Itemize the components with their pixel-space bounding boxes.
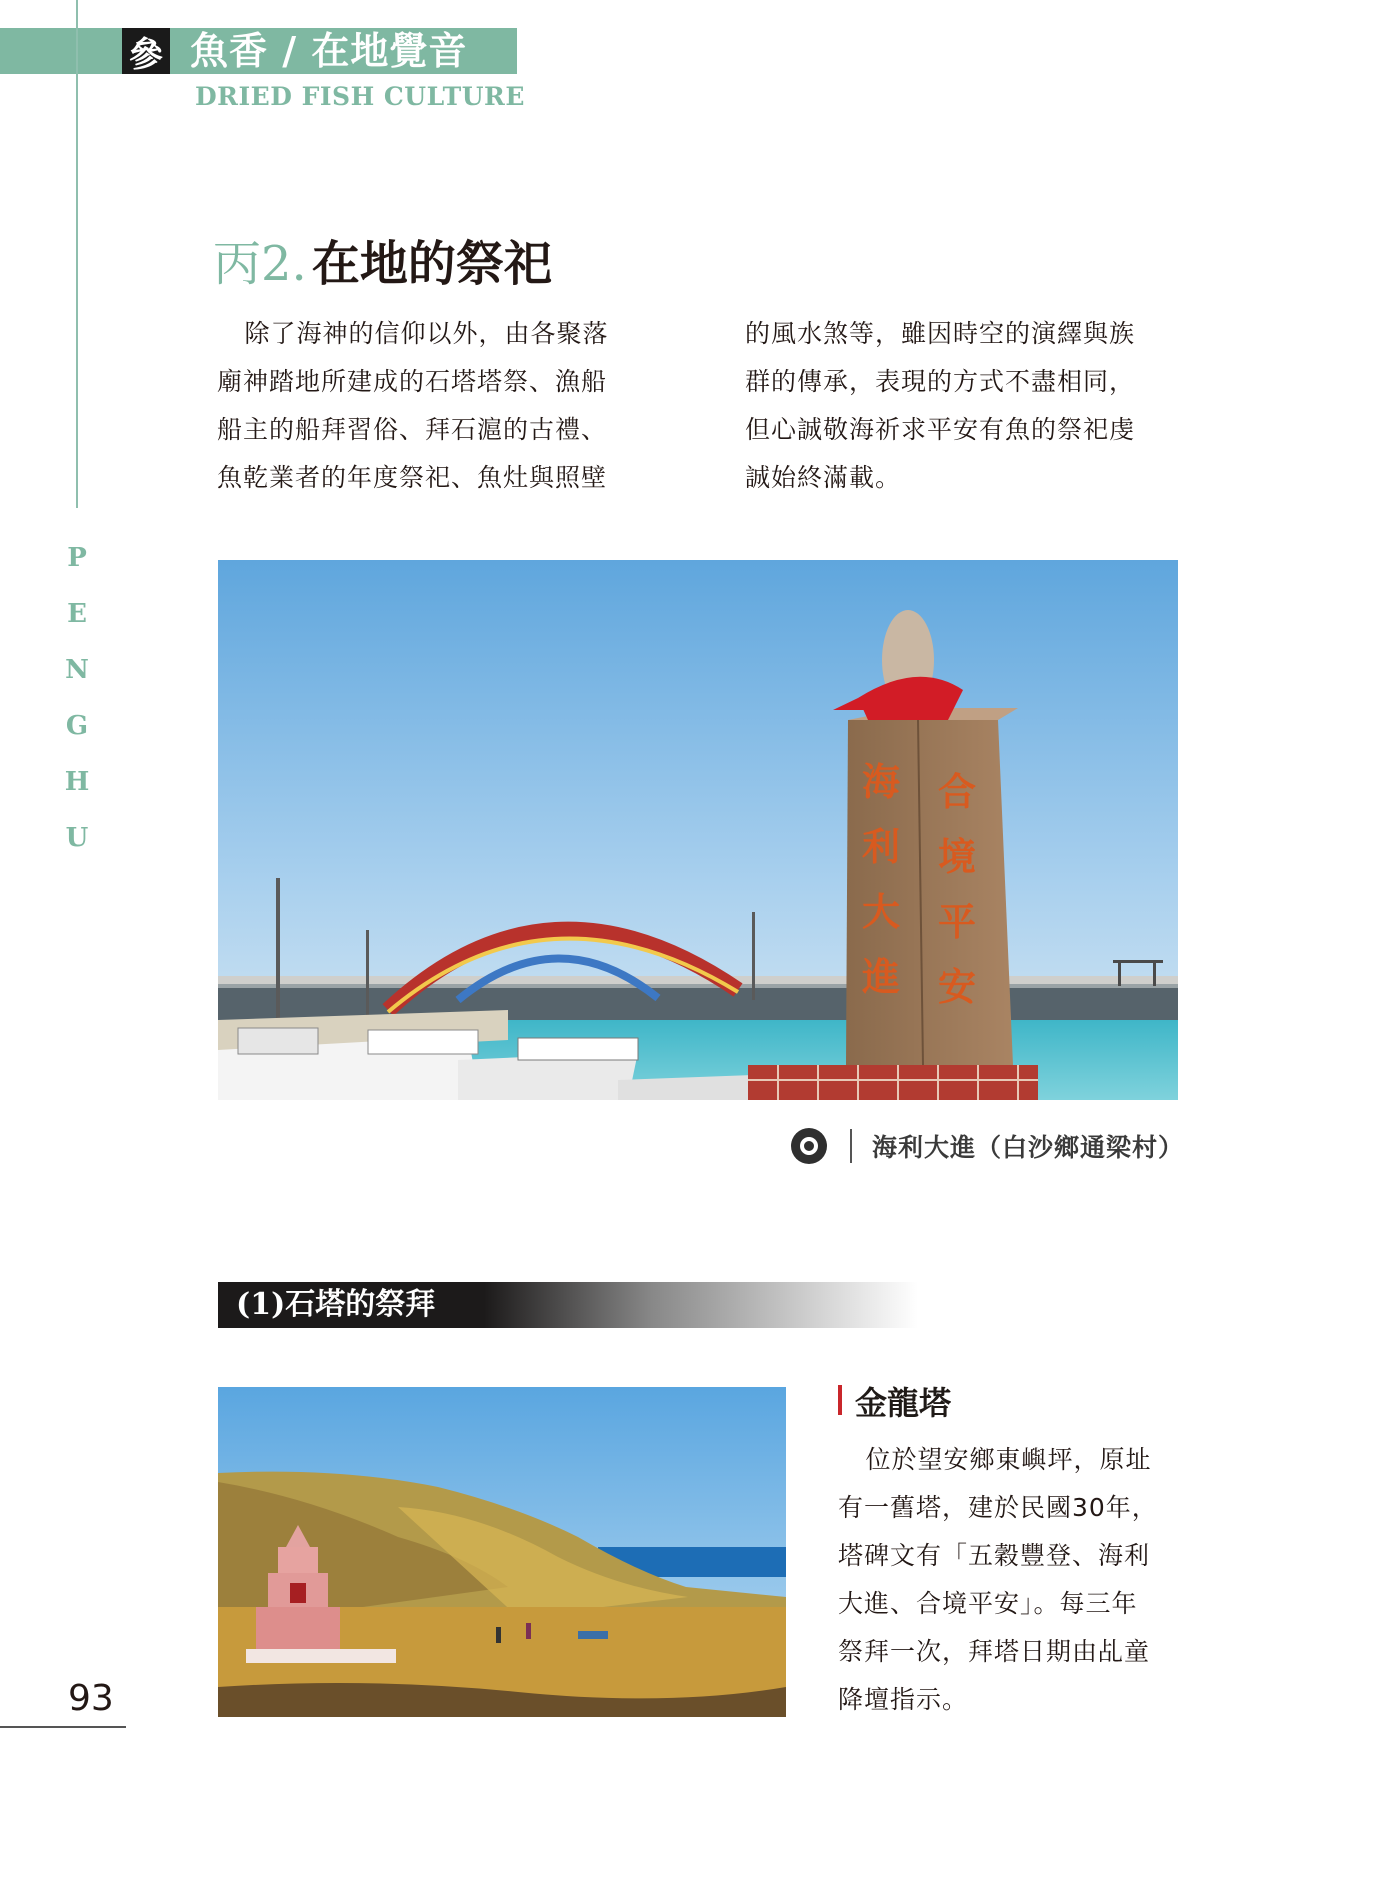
harbor-pillar-photo	[218, 560, 1178, 1100]
tower-desc-line: 位於望安鄉東嶼坪，原址	[865, 1445, 1152, 1474]
pillar-right-char: 安	[938, 964, 977, 1009]
pillar-left-char: 海	[862, 759, 901, 804]
side-letter: U	[65, 823, 89, 853]
pillar-right-char: 平	[938, 899, 977, 944]
side-letter: H	[64, 767, 90, 797]
side-letter: E	[67, 599, 87, 629]
tower-description	[838, 1436, 1188, 1724]
section-title: 在地的祭祀	[311, 236, 552, 292]
pillar-right-char: 境	[938, 834, 977, 879]
side-letter: N	[65, 655, 89, 685]
intro-column-left	[217, 310, 657, 502]
section-heading	[213, 225, 552, 294]
caption-text: 海利大進（白沙鄉通梁村）	[872, 1133, 1185, 1162]
intro-line: 的風水煞等，雖因時空的演繹與族	[745, 319, 1136, 348]
tower-name: 金龍塔	[855, 1384, 952, 1422]
pillar-left-char: 進	[862, 954, 901, 999]
side-letter: G	[65, 711, 89, 741]
tower-desc-line: 有一舊塔，建於民國30年，	[838, 1493, 1158, 1522]
tower-desc-line: 降壇指示。	[838, 1685, 969, 1714]
intro-line: 魚乾業者的年度祭祀、魚灶與照壁	[217, 463, 608, 492]
intro-line: 但心誠敬海祈求平安有魚的祭祀虔	[745, 415, 1136, 444]
pillar-right-char: 合	[938, 769, 977, 814]
tower-desc-line: 祭拜一次，拜塔日期由乩童	[838, 1637, 1151, 1666]
intro-line: 誠始終滿載。	[745, 463, 902, 492]
tower-desc-line: 大進、合境平安」。每三年	[838, 1589, 1138, 1618]
photo-caption	[790, 1124, 1184, 1168]
pillar-left-char: 大	[862, 889, 901, 934]
intro-line: 除了海神的信仰以外，由各聚落	[244, 319, 609, 348]
caption-divider	[850, 1129, 852, 1163]
tower-desc-line: 塔碑文有「五穀豐登、海利	[838, 1541, 1151, 1570]
chapter-badge: 參	[122, 28, 170, 74]
intro-line: 船主的船拜習俗、拜石滬的古禮、	[217, 415, 608, 444]
side-letter: P	[67, 543, 87, 573]
side-word-penghu	[64, 530, 90, 866]
tower-heading-marker	[838, 1385, 842, 1415]
chapter-title: 魚香 / 在地覺音	[190, 28, 468, 73]
page-number: 93	[68, 1678, 114, 1719]
pillar-left-char: 利	[862, 824, 901, 869]
section-number: 丙2.	[213, 236, 307, 292]
intro-line: 群的傳承，表現的方式不盡相同，	[745, 367, 1136, 396]
subsection-title: (1)石塔的祭拜	[236, 1287, 436, 1322]
stone-tower-photo	[218, 1387, 786, 1717]
camera-icon	[790, 1127, 828, 1165]
intro-column-right	[745, 310, 1185, 502]
margin-rule	[76, 0, 78, 508]
intro-line: 廟神踏地所建成的石塔塔祭、漁船	[217, 367, 608, 396]
page-number-rule	[0, 1726, 126, 1728]
chapter-subtitle: DRIED FISH CULTURE	[195, 82, 525, 111]
